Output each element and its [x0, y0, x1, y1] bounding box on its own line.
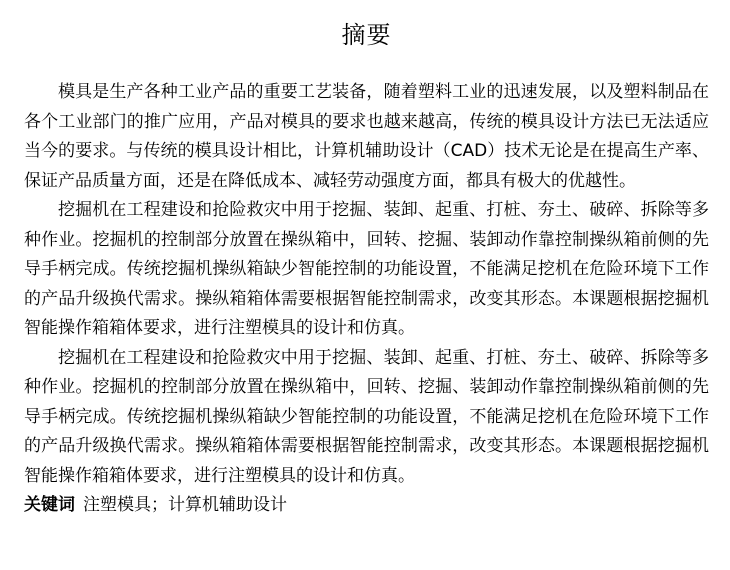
paragraph-intro: 模具是生产各种工业产品的重要工艺装备，随着塑料工业的迅速发展，以及塑料制品在各个工业部门的推广应用，产品对模具的要求也越来越高，传统的模具设计方法已无法适应当今的要求。与传统的模具设计相比，计算机辅助设计（CAD）技术无论是在提高生产率、保证产品质量方面，还是在降低成本、减轻劳动强度方面，都具有极大的优越性。: [24, 82, 709, 191]
abstract-page: [24, 18, 709, 521]
keywords-line: [24, 491, 709, 521]
keywords-value: 注塑模具；计算机辅助设计: [83, 495, 287, 515]
paragraph-excavator: 挖掘机在工程建设和抢险救灾中用于挖掘、装卸、起重、打桩、夯土、破碎、拆除等多种作业。挖掘机的控制部分放置在操纵箱中，回转、挖掘、装卸动作靠控制操纵箱前侧的先导手柄完成。传统挖掘机操纵箱缺少智能控制的功能设置，不能满足挖机在危险环境下工作的产品升级换代需求。操纵箱箱体需要根据智能控制需求，改变其形态。本课题根据挖掘机智能操作箱箱体要求，进行注塑模具的设计和仿真。: [24, 200, 709, 338]
page-title: 摘要: [341, 21, 392, 49]
keywords-label: 关键词: [24, 495, 75, 515]
paragraph-excavator-repeat: 挖掘机在工程建设和抢险救灾中用于挖掘、装卸、起重、打桩、夯土、破碎、拆除等多种作业。挖掘机的控制部分放置在操纵箱中，回转、挖掘、装卸动作靠控制操纵箱前侧的先导手柄完成。传统挖掘机操纵箱缺少智能控制的功能设置，不能满足挖机在危险环境下工作的产品升级换代需求。操纵箱箱体需要根据智能控制需求，改变其形态。本课题根据挖掘机智能操作箱箱体要求，进行注塑模具的设计和仿真。: [24, 347, 709, 486]
